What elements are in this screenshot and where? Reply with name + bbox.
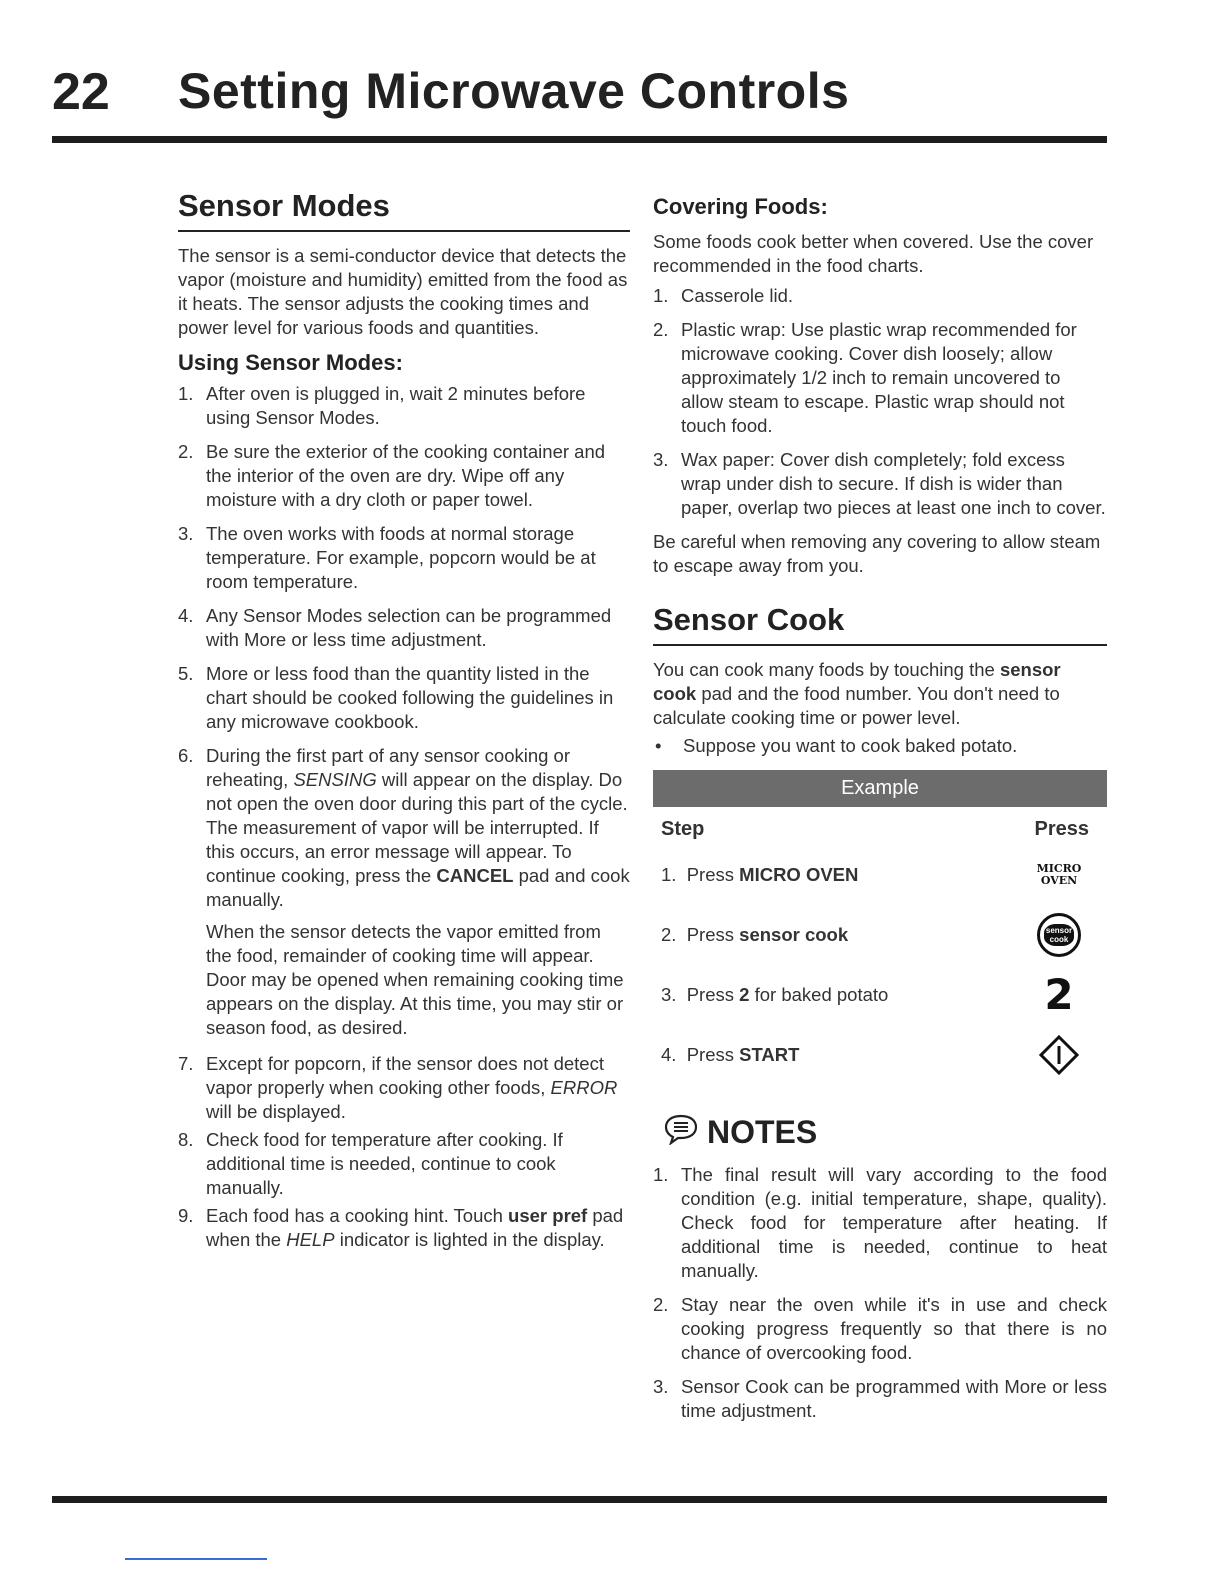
page-number: 22 xyxy=(52,63,110,121)
covering-foods-intro: Some foods cook better when covered. Use the cover recommended in the food charts. xyxy=(653,231,1094,276)
list-item xyxy=(178,1052,630,1124)
header-divider xyxy=(52,136,1107,143)
note-number: 2. xyxy=(653,1294,669,1315)
using-sensor-modes-heading: Using Sensor Modes: xyxy=(178,350,403,375)
example-step-label: 1. Press MICRO OVEN xyxy=(661,864,859,885)
step-text: After oven is plugged in, wait 2 minutes before using Sensor Modes. xyxy=(206,383,586,428)
list-item xyxy=(653,448,1107,520)
example-step-label: 2. Press sensor cook xyxy=(661,924,849,945)
left-column xyxy=(178,188,630,1262)
page-title: Setting Microwave Controls xyxy=(178,63,850,119)
list-item xyxy=(178,522,630,594)
sensing-followup-text: When the sensor detects the vapor emitted from the food, remainder of cooking time will appear. Door may be opened when remaining cooking time appears on the display. At this time, you may stir or season food, as desired. xyxy=(206,921,624,1038)
example-step-label: 4. Press START xyxy=(661,1044,800,1065)
list-item xyxy=(653,318,1107,438)
example-step-label: 3. Press 2 for baked potato xyxy=(661,984,889,1005)
list-item xyxy=(653,1163,1107,1283)
list-item xyxy=(178,382,630,430)
sensor-cook-pad-icon: sensor cook xyxy=(1019,913,1099,957)
example-row xyxy=(653,1025,1107,1085)
covering-foods-outro: Be careful when removing any covering to allow steam to escape away from you. xyxy=(653,531,1101,576)
sensor-steps-list xyxy=(178,382,630,912)
step-text: Check food for temperature after cooking. If additional time is needed, continue to cook manually. xyxy=(206,1129,563,1198)
step-number: 8. xyxy=(178,1129,194,1150)
notes-title: NOTES xyxy=(707,1114,818,1150)
list-item xyxy=(178,1128,630,1200)
step-number: 1. xyxy=(178,383,194,404)
step-number: 2. xyxy=(178,441,194,462)
item-number: 1. xyxy=(653,285,669,306)
example-column-headers xyxy=(661,817,1099,845)
step-text: During the first part of any sensor cooking or reheating, SENSING will appear on the display. Do not open the oven door during this part of the cycle. The measurement of vapor will be interrupted. If this occurs, an error message will appear. To continue cooking, press the CANCEL pad and cook manually. xyxy=(206,745,630,910)
micro-oven-pad-icon: MICRO OVEN xyxy=(1036,862,1082,887)
sensor-modes-intro: The sensor is a semi-conductor device that detects the vapor (moisture and humidity) emitted from the food as it heats. The sensor adjusts the cooking times and power level for various foods and quantities. xyxy=(178,245,628,338)
bullet-icon: • xyxy=(655,735,662,756)
sensor-cook-heading: Sensor Cook xyxy=(653,602,1107,646)
example-row xyxy=(653,965,1107,1025)
item-number: 3. xyxy=(653,449,669,470)
number-2-pad-icon: 2 xyxy=(1044,970,1074,1019)
step-text: Each food has a cooking hint. Touch user pref pad when the HELP indicator is lighted in the display. xyxy=(206,1205,624,1250)
note-number: 1. xyxy=(653,1164,669,1185)
covering-list xyxy=(653,284,1107,520)
step-number: 5. xyxy=(178,663,194,684)
step-text: Be sure the exterior of the cooking container and the interior of the oven are dry. Wipe off any moisture with a dry cloth or paper towel. xyxy=(206,441,606,510)
note-number: 3. xyxy=(653,1376,669,1397)
step-number: 9. xyxy=(178,1205,194,1226)
notes-icon xyxy=(663,1113,699,1151)
page-header xyxy=(52,62,1107,142)
step-text: Any Sensor Modes selection can be programmed with More or less time adjustment. xyxy=(206,605,612,650)
item-text: Casserole lid. xyxy=(681,285,794,306)
sensor-modes-heading: Sensor Modes xyxy=(178,188,630,232)
list-item xyxy=(653,1375,1107,1423)
footer-link-underline xyxy=(125,1558,267,1560)
example-header-bar: Example xyxy=(653,770,1107,807)
list-item xyxy=(178,1204,630,1252)
step-number: 4. xyxy=(178,605,194,626)
step-text: Except for popcorn, if the sensor does not detect vapor properly when cooking other foods, ERROR will be displayed. xyxy=(206,1053,618,1122)
footer-divider xyxy=(52,1496,1107,1503)
press-column-header: Press xyxy=(1034,818,1089,840)
list-item xyxy=(178,440,630,512)
note-text: Sensor Cook can be programmed with More or less time adjustment. xyxy=(681,1376,1107,1421)
example-row xyxy=(653,905,1107,965)
note-text: The final result will vary according to the food condition (e.g. initial temperature, shape, quality). Check food for temperature after heating. If additional time is needed, continue to heat manually. xyxy=(681,1164,1107,1281)
step-text: The oven works with foods at normal storage temperature. For example, popcorn would be at room temperature. xyxy=(206,523,596,592)
item-text: Wax paper: Cover dish completely; fold excess wrap under dish to secure. If dish is wider than paper, overlap two pieces at least one inch to cover. xyxy=(681,449,1106,518)
list-item xyxy=(178,662,630,734)
start-pad-icon xyxy=(1019,1035,1099,1075)
item-text: Plastic wrap: Use plastic wrap recommended for microwave cooking. Cover dish loosely; allow approximately 1/2 inch to remain uncovered to allow steam to escape. Plastic wrap should not touch food. xyxy=(681,319,1077,436)
list-item xyxy=(653,284,1107,308)
list-item xyxy=(178,744,630,912)
right-column xyxy=(653,188,1107,1433)
notes-header xyxy=(663,1113,1107,1151)
step-text: More or less food than the quantity listed in the chart should be cooked following the guidelines in any microwave cookbook. xyxy=(206,663,614,732)
step-number: 6. xyxy=(178,745,194,766)
sensor-cook-intro: You can cook many foods by touching the sensor cook pad and the food number. You don't need to calculate cooking time or power level. xyxy=(653,659,1061,728)
notes-list xyxy=(653,1163,1107,1423)
example-row xyxy=(653,845,1107,905)
item-number: 2. xyxy=(653,319,669,340)
bullet-text: Suppose you want to cook baked potato. xyxy=(683,735,1018,756)
step-column-header: Step xyxy=(661,818,705,840)
list-item xyxy=(653,1293,1107,1365)
note-text: Stay near the oven while it's in use and check cooking progress frequently so that there is no chance of overcooking food. xyxy=(681,1294,1107,1363)
step-number: 3. xyxy=(178,523,194,544)
covering-foods-heading: Covering Foods: xyxy=(653,194,828,219)
step-number: 7. xyxy=(178,1053,194,1074)
sensor-cook-bullet xyxy=(653,734,1107,758)
sensor-steps-list-continued xyxy=(178,1052,630,1252)
list-item xyxy=(178,604,630,652)
